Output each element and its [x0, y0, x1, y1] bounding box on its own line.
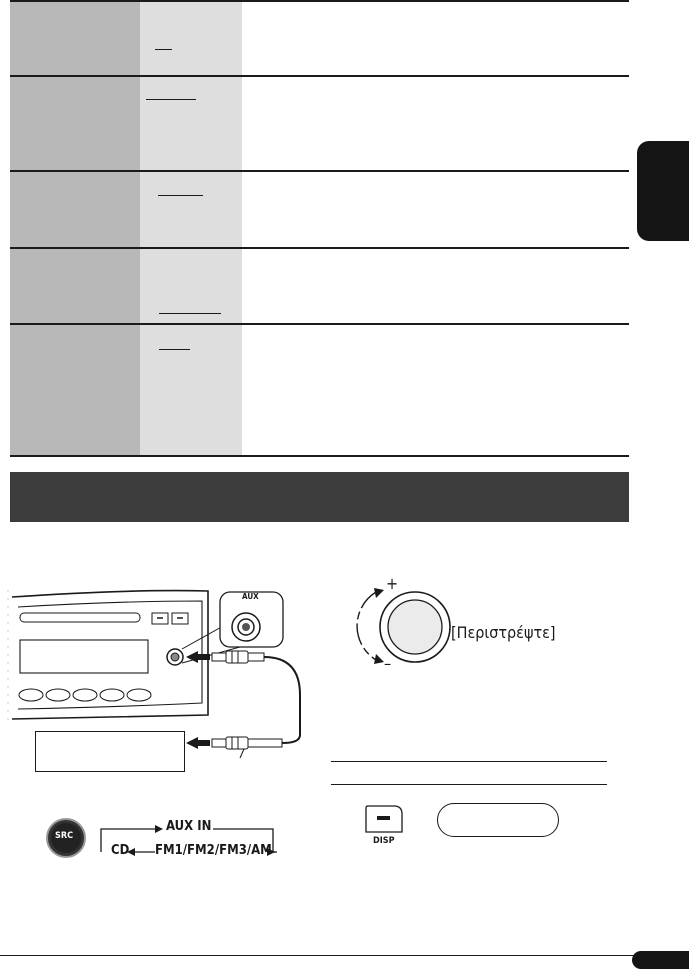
dial-plus-label: +: [386, 574, 399, 593]
table-row-divider: [10, 247, 629, 249]
settings-table: [0, 0, 640, 460]
default-marker: [155, 49, 172, 50]
default-marker: [146, 99, 196, 100]
default-marker: [159, 349, 190, 350]
external-source-box: [35, 731, 185, 772]
volume-dial-illustration: [350, 580, 460, 670]
table-row-divider: [10, 323, 629, 325]
src-button-label: SRC: [55, 831, 74, 841]
section-header-bar: [10, 472, 629, 522]
page-bottom-rule: [0, 955, 640, 956]
aux-in-label: AUX IN: [166, 819, 212, 834]
section-divider: [331, 761, 607, 762]
table-bottom-border: [10, 455, 629, 457]
disp-button-label: DISP: [373, 836, 395, 846]
cd-label: CD: [111, 843, 130, 858]
table-row-divider: [10, 170, 629, 172]
disp-button-icon: [364, 804, 404, 834]
tuner-label: FM1/FM2/FM3/AM: [155, 843, 272, 858]
page-number-badge: [632, 951, 689, 969]
section-divider: [331, 784, 607, 785]
table-column-item: [10, 0, 140, 456]
language-tab: [637, 141, 689, 241]
display-indicator-box: [437, 803, 559, 837]
dial-caption: [Περιστρέψτε]: [451, 623, 556, 642]
default-marker: [159, 313, 221, 314]
table-column-setting: [140, 0, 242, 456]
dial-minus-label: –: [384, 654, 392, 673]
default-marker: [158, 195, 203, 196]
table-row-divider: [10, 75, 629, 77]
aux-jack-label: AUX: [242, 592, 259, 601]
table-top-border: [10, 0, 629, 2]
